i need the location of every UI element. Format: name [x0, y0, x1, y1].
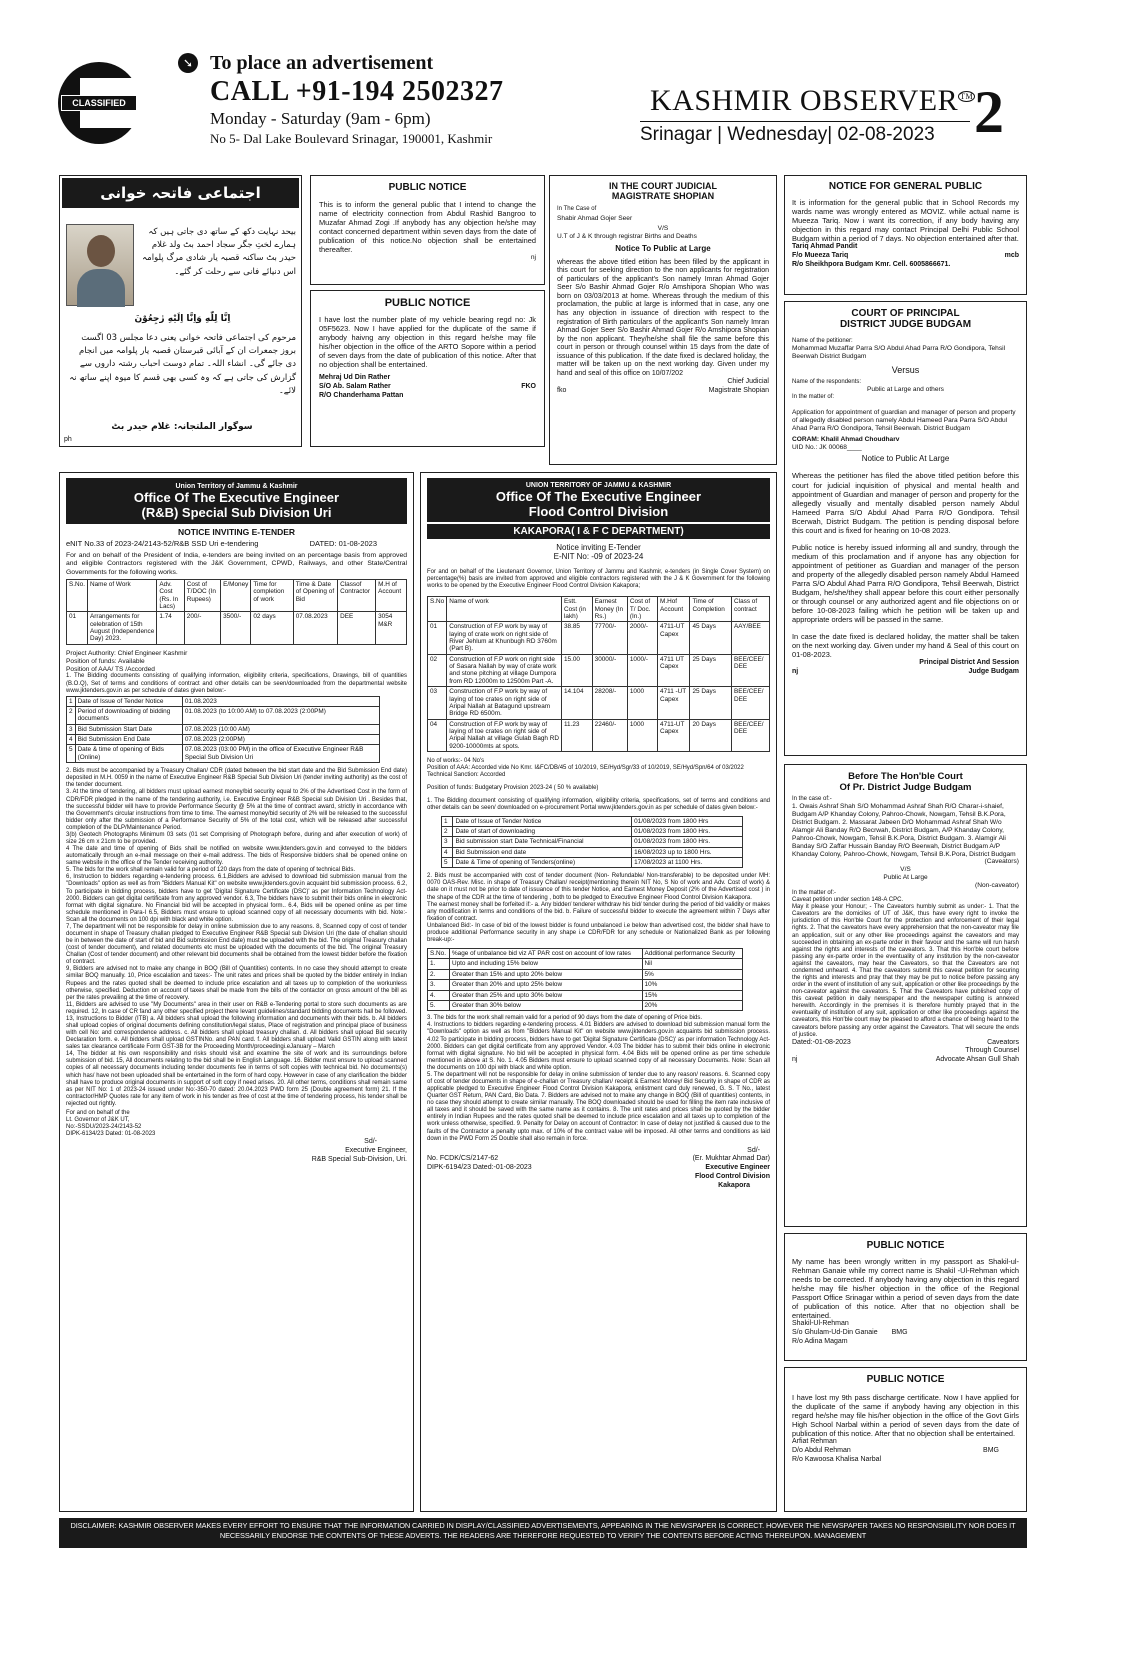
table-cell: 01/08/2023 from 1800 Hrs	[632, 816, 743, 826]
para-1: 1. The Bidding document consisting of qualifying information, eligibility criteria, specifications, set of terms and conditions and other details can be seen/ downloaded on e-procurement Portal www.jktenders.gov.in as per schedule of dates given below:-	[427, 798, 770, 812]
place-ad-text: To place an advertisement	[210, 52, 434, 74]
table-row	[428, 1000, 743, 1010]
table-header-cell: Class of contract	[732, 597, 770, 622]
table-row	[67, 735, 380, 745]
table-cell: 01.08.2023	[182, 696, 379, 706]
para-3: 3. At the time of tendering, all bidders must upload earnest money/bid security equal to 2% of the Advertised Cost in the form of CDR/FDR pledged in the name of the tendering authority, i.e. Executive Engineer R&B Special sub Division Uri . Besides that, the successful bidder will have to provide Performance Security @ 5% at the time of contract award, strictly in accordance with the Government's circular instructions from time to time. The earnest money/bid security of 2% will be released to the successful bidder only after the submission of a Performance Security of 5% of the total cost, which will be released after successful completion of the DLP/Maintenance Period.	[66, 789, 407, 831]
funds-position: Position of funds: Budgetary Provision 2023-24 ( 50 % available)	[427, 785, 599, 792]
table-cell: 1	[442, 816, 453, 826]
table-cell: Bid submission start Date Technical/Financial	[453, 837, 632, 847]
table-cell: 04	[428, 719, 447, 751]
versus: V/S	[657, 224, 669, 232]
unbalanced-text: Unbalanced Bid:- In case of bid of the lowest bidder is found unbalanced i.e below than advertised cost, the bidder shall have to produce additional Performance security in any shape i.e CDR/FDR for any schedule or Nationalized Bank as per following break-up:-	[427, 922, 770, 944]
table-header-cell: Cost of T/ Doc. (In.)	[627, 597, 657, 622]
caveators-label: (Caveators)	[984, 858, 1019, 866]
ad-tag: ph	[64, 436, 72, 443]
para-5: 5. The department will not be responsible for delay in online submission of tender due to any reason/ reasons. 6. Scanned copy of cost of tender documents in shape of e-challan or Treasury challan/ receipt & Earnest Money/ Bid Security in shape of CDR as applicable pledged to Executive Engineer Flood Control Division Kakapora, enlistment card duly renewed, G. S. T No., latest Quarter GST Return, PAN Card, Bio Data. 7. Bidders are advised not to make any change in BOQ (Bill of quantities) contents, in no case they should attempt to create similar manually. The BOQ downloaded should be used for filling the item rate inclusive of all taxes and it should be saved with the same name as it contains. 8. The unit rates and prices shall be quoted by the bidder entirely in Indian Rupees and the rates quoted shall be deemed to include price escalation and all taxes up to completion of the work unless otherwise, specified. 9. Penalty for Delay on account of Contractor: In case of delay not justified & caused due to the faults of the Contractor a penalty upto max. of 10% of the contract value will be imposed. All other terms and conditions as laid down in the PWD Form 25 Double shall also remain in force.	[427, 1071, 770, 1142]
table-cell: 11.23	[561, 719, 592, 751]
office-title: Office Of The Executive Engineer	[495, 489, 702, 504]
para-3: 3. The bids for the work shall remain valid for a period of 90 days from the date of opening of Price bids.	[427, 1015, 703, 1022]
table-cell: Date of Issue of Tender Notice	[75, 696, 182, 706]
table-header-cell: S.No	[428, 597, 447, 622]
table-cell: 16/08/2023 up to 1800 Hrs.	[632, 847, 743, 857]
table-cell: Nil	[642, 959, 742, 969]
public-notice-passport	[784, 1233, 1027, 1361]
project-authority: Project Authority: Chief Engineer Kashmir	[66, 649, 188, 657]
notice-title: NOTICE FOR GENERAL PUBLIC	[828, 181, 983, 192]
table-header-cell: %age of unbalance bid viz AT PAR cost on account of low rates	[449, 949, 642, 959]
table-cell: 1000/-	[627, 654, 657, 686]
funds-position: Position of funds: Available	[66, 657, 145, 665]
respondent: Public at Large and others	[867, 385, 944, 393]
respondent-label: Name of the respondents:	[792, 378, 862, 385]
table-cell: Bid Submission end date	[453, 847, 632, 857]
nit-heading: NOTICE INVITING E-TENDER	[177, 527, 296, 537]
table-cell: 4	[442, 847, 453, 857]
table-cell: 03	[428, 687, 447, 719]
public-at-large: Public At Large	[883, 874, 928, 882]
table-header-cell: Adv. Cost (Rs. In Lacs)	[157, 579, 184, 611]
table-cell: 45 Days	[690, 622, 732, 654]
notice-body: It is information for the general public that in School Records my wards name was wrongly entered as MOVIZ. while actual name is Mueeza Tariq. Now i want its correction, if any body having any objection in this regard may contact Principal Delhi Public School Budgam within a period of 7 days. No objection entertained after that.	[792, 198, 1019, 244]
table-row	[428, 654, 770, 686]
table-cell: 3054 M&R	[376, 612, 407, 644]
para-14: 14, The bidder at his own responsibility and risks should visit and examine the site of work and its surroundings before submission of bid. 15, All documents relating to the bid shall be in English Language. 16. Bidder must ensure to upload scanned copies of all necessary documents including tender documents fee in terms of soft copies with technical bid. No documents(s) which has/ have not been uploaded shall be entertained in the form of hard copy. However in case of any clarification the bidder shall have to produce original documents in support of soft copy if need arises. 20. All other terms, conditions shall remain same as per NIT No: 1 of 2023-24 issued under No:-350-70 dated: 20.04.2023 PWD form 25 (Double agreement form) 21. If the contractor/HMP Quotes rate for any item of work in his tender as free of cost at the time of tendering process, his tender shall be rejected out rightly.	[66, 1051, 407, 1107]
table-row	[67, 724, 380, 734]
table-row	[442, 857, 743, 867]
table-cell: Date of start of downloading	[453, 826, 632, 836]
signature: Chief Judicial fko Magistrate Shopian	[557, 378, 769, 394]
notice-title: PUBLIC NOTICE	[384, 297, 471, 309]
notice-body-1: Whereas the petitioner has filed the above titled petition before this court for judicial inquisition of physical and mental health and appointment of Guardian and manager of person and property for the allegedly visually and mentally disabled person namely Abdul Hameed Parra S/O Abdul Ahad Parra R/O Gondipora. Tehsil Bcerwah, District Budgam. The petition is pending disposal before this court and is fixed for hearing on 10-08 2023.	[792, 471, 1019, 535]
table-header-cell: Earnest Money (In Rs.)	[592, 597, 627, 622]
versus: V/S	[900, 866, 911, 874]
caveat-title: Before The Hon'ble Court	[848, 771, 963, 782]
table-cell: 2.	[428, 969, 450, 979]
court-title: COURT OF PRINCIPAL	[851, 308, 960, 319]
table-cell: 30000/-	[592, 654, 627, 686]
table-cell: 1.	[428, 959, 450, 969]
table-cell: 4711 -UT Capex	[658, 687, 690, 719]
court-subtitle: DISTRICT JUDGE BUDGAM	[839, 319, 972, 330]
notice-general-public	[784, 175, 1027, 295]
table-cell: 3.	[428, 980, 450, 990]
table-cell: Period of downloading of bidding documents	[75, 707, 182, 725]
table-cell: 20 Days	[690, 719, 732, 751]
table-row	[442, 816, 743, 826]
office-hours: Monday - Saturday (9am - 6pm)	[210, 109, 431, 128]
disclaimer-bar: DISCLAIMER: KASHMIR OBSERVER MAKES EVERY EFFORT TO ENSURE THAT THE INFORMATION CARRIED IN DISPLAY/CLASSIFIED ADVERTISEMENTS, APPEARING IN THE NEWSPAPER IS CORRECT. HOWEVER THE NEWSPAPER TAKES NO RESPONSIBILITY NOR DOES IT NECESSARILY ENDORSE THE CONTENTS OF THESE ADVERTS. THE READERS ARE THEREFORE REQUESTED TO VERIFY THE CONTENTS BEFORE ACTING THEREUPON. MANAGEMENT	[59, 1518, 1027, 1548]
signature: Arfiat Rehman D/o Abdul Rehman BMG R/o Kawoosa Khalisa Narbal	[792, 1438, 999, 1463]
table-cell: BEE/CEE/ DEE	[732, 719, 770, 751]
table-header-cell: S.No.	[428, 949, 450, 959]
tender-banner	[66, 478, 407, 524]
uid-number: UID No.: JK 00068____	[792, 443, 862, 451]
notice-body: This is to inform the general public that I intend to change the name of electricity connection from Abdul Rashid Bangroo to Muzafar Ahmad Zogi .If anybody has any objection he/she may contact concerned department within seven days from the date of publication of this notice.No objection shall be entertained thereafter.	[319, 200, 536, 255]
signature: Sd/- Executive Engineer, R&B Special Sub-Division, Uri.	[311, 1138, 407, 1163]
para-9: 9, Bidders are advised not to make any change in BOQ (Bill of Quantities) contents. In no case they should attempt to create similar BOQ manually. 10, Price escalation and taxes:- The unit rates and prices shall be quoted by the bidder entirely in Indian Rupees and the rates quoted shall be deemed to include price escalation and all taxes up to completion of the workunless otherwise, specified. Deduction on account of taxes shall be made from the bills of the contactor on gross amount of the bill as per the rates prevailing at the time of recovery.	[66, 966, 407, 1001]
public-notice-electricity	[310, 175, 545, 285]
aaa-position: Position of AAA/ TS /Accorded	[66, 665, 155, 673]
table-cell: 15.00	[561, 654, 592, 686]
court-subtitle: MAGISTRATE SHOPIAN	[611, 191, 715, 201]
nit-heading: Notice inviting E-Tender	[556, 543, 641, 552]
table-row	[428, 719, 770, 751]
signature: Dated:-01-08-2023 Caveators Through Counsel nj Advocate Ahsan Gull Shah	[792, 1038, 1019, 1064]
petitioner-label: Name of the petitioner:	[792, 338, 853, 344]
page-number: 2	[974, 79, 1004, 145]
table-cell: 38.85	[561, 622, 592, 654]
table-cell: 17/08/2023 at 1100 Hrs.	[632, 857, 743, 867]
table-cell: Date & time of opening of Bids (Online)	[75, 745, 182, 763]
works-table	[427, 596, 770, 752]
tender-notice-uri	[59, 472, 414, 1512]
tm-mark: TM	[960, 92, 974, 101]
notice-body: My name has been wrongly written in my passport as Shakil-ul-Rehman Ganaie while my correct name is Shakil -Ul-Rehman which needs to be corrected. If anybody having any objection in this regard he/she may file his/her objection in the office of the Regional Passport Office Srinagar within a period of seven days from the date of publication of this notice. After that no objection shall be entertained.	[792, 1257, 1019, 1321]
signature: Mehraj Ud Din Rather S/O Ab. Salam Rather FKO R/O Chanderhama Pattan	[319, 374, 536, 399]
table-header-cell: E/Money	[221, 579, 251, 611]
table-header-cell: Classof Contractor	[338, 579, 376, 611]
para-5: 5. The bids for the work shall remain valid for a period of 120 days from the date of opening of technical Bids.	[66, 867, 356, 874]
table-cell: 1000	[627, 719, 657, 751]
table-cell: Upto and including 15% below	[449, 959, 642, 969]
table-row	[428, 969, 743, 979]
table-cell: 02	[428, 654, 447, 686]
table-cell: 4	[67, 735, 76, 745]
table-cell: 25 Days	[690, 654, 732, 686]
enit-line: eNIT No.33 of 2023-24/2143-52/R&B SSD Uri e-tendering DATED: 01-08-2023	[66, 539, 377, 548]
notice-title: PUBLIC NOTICE	[388, 182, 467, 193]
table-header-cell: Cost of T/DOC (In Rupees)	[184, 579, 220, 611]
table-header-cell: M.Hof Account	[658, 597, 690, 622]
table-header-cell: Time & Date of Opening of Bid	[293, 579, 337, 611]
table-row	[428, 980, 743, 990]
para-4: 4. Instructions to bidders regarding e-tendering process. 4.01 Bidders are advised to download bid submission manual form the "Downloads" option as well as from "Bidders Manual Kit" on website www.jktenders.gov.in acquaints bid submission process. 4.02 To participate in bidding process, bidders have to get 'Digital Signature Certificate (DSC)' as per information Technology Act- 2000. Bidders can get digital certificate from any approved Vendor. 4.03 The bidder has to submit their bids online in electronic format with digital signature. No bid will be accepted in physical form. 4.04 Bids will be opened online as per time schedule mentioned in above at S. No. 1. 4.05 Bidders must ensure to upload scanned copy of all necessary Documents. Note: Scan all the documents on 100 dpi with black and white option.	[427, 1022, 770, 1071]
tender-notice-flood	[420, 472, 777, 1512]
respondent: U.T of J & K through registrar Births and Deaths	[557, 232, 697, 240]
court-notice-shopian	[549, 175, 777, 465]
table-header-cell: Time of Completion	[690, 597, 732, 622]
table-cell: 3500/-	[221, 612, 251, 644]
table-cell: 01.08.2023 (to 10:00 AM) to 07.08.2023 (2:00PM)	[182, 707, 379, 725]
table-cell: 2	[442, 826, 453, 836]
nit-number: E-NIT No: -09 of 2023-24	[553, 552, 644, 561]
para-4: 4 The date and time of opening of Bids shall be notified on website www.jktenders.gov.in and conveyed to the bidders automatically through an e-mail message on their e-mail address. The bids of Responsive bidders shall be opened online on same website in the office of the Tender receiving authority.	[66, 846, 407, 867]
call-number: CALL +91-194 2502327	[210, 76, 504, 107]
table-cell: 2	[67, 707, 76, 725]
table-cell: 4.	[428, 990, 450, 1000]
table-cell: 2000/-	[627, 622, 657, 654]
table-cell: AAY/BEE	[732, 622, 770, 654]
technical-sanction: Technical Sanction: Accorded	[427, 772, 506, 779]
signature: Shakil-Ul-Rehman S/o Ghulam-Ud-Din Ganaie BMG R/o Adina Magam	[792, 1320, 908, 1345]
table-row	[428, 622, 770, 654]
notice-body: I have lost the number plate of my vehicle bearing regd no: Jk 05F5623. Now I have applied for the duplicate of the same if anybody haivng any objection in this regard he/she may file his/her objection in the office of the ARTO Sopore within a period of seven days from the date of publication of this notice. After that no objection shall be entertained.	[319, 315, 536, 370]
table-cell: 1.74	[157, 612, 184, 644]
matter-label: In the matter of:-	[792, 890, 837, 897]
phone-icon: ➘	[178, 53, 198, 73]
department-label: KAKAPORA( I & F C DEPARTMENT)	[427, 524, 770, 539]
table-cell: 01/08/2023 from 1800 Hrs.	[632, 837, 743, 847]
table-cell: 5	[442, 857, 453, 867]
office-subtitle: (R&B) Special Sub Division Uri	[141, 505, 332, 520]
ad-tag: nj	[530, 254, 536, 262]
table-row	[67, 612, 407, 644]
table-cell: 4711-UT Capex	[658, 719, 690, 751]
table-cell: 07.08.2023 (03:00 PM) in the office of Executive Engineer R&B Special Sub Division Uri	[182, 745, 379, 763]
para-7: 7, The department will not be responsible for delay in online submission due to any reasons. 8, Scanned copy of cost of tender document in shape of Treasury challan pledged to Executive Engineer R&B Special sub Division Uri (the date of challan should be in between the date of start of bid and Bid submission End date) must be uploaded with the bid. The original Treasury challan (cost of tender document), and related documents etc must be uploaded with the documents of the bid. The original Treasury Challan (Cost of tender document) and other relevant bid documents shall be obtained from the lowest bidder before the fixation of contract.	[66, 923, 407, 966]
table-cell: 07.08.2023 (10:00 AM)	[182, 724, 379, 734]
urdu-title: اجتماعی فاتحہ خوانی	[62, 178, 299, 208]
signature: Principal District And Session nj Judge Budgam	[792, 659, 1019, 675]
versus: Versus	[891, 364, 920, 375]
petitioner: Mohammad Muzaffar Parra S/O Abdul Ahad Parra R/O Gondipora, Tehsil Beerwah District Budgam	[792, 345, 1006, 360]
works-count: No of works:- 04 No's	[427, 758, 485, 765]
table-cell: 4711-UT Capex	[658, 622, 690, 654]
table-row	[67, 745, 380, 763]
matter-text: Caveat petition under section 148-A CPC.	[792, 897, 904, 904]
table-cell: Greater than 20% and upto 25% below	[449, 980, 642, 990]
table-cell: Greater than 30% below	[449, 1000, 642, 1010]
behalf-block: For and on behalf of the Lt. Governor of J&K UT, No:-SSDU/2023-24/2143-52 DIPK-6134/23 Dated: 01-08-2023	[66, 1109, 156, 1138]
table-row	[442, 837, 743, 847]
table-cell: BEE/CEE/ DEE	[732, 687, 770, 719]
case-label: In The Case of	[557, 206, 597, 212]
table-cell: 5%	[642, 969, 742, 979]
classified-logo	[58, 62, 140, 144]
aaa-position: Position of AAA: Accorded vide No Kmr. I&FC/DB/45 of 10/2019, SE/Hyd/Sgr/33 of 10/2019, SE/Hyd/Spn/64 of 03/2022	[427, 765, 744, 772]
logo-label: CLASSIFIED	[61, 95, 137, 111]
office-subtitle: Flood Control Division	[528, 504, 669, 519]
caveat-notice	[784, 764, 1027, 1227]
non-caveator-label: (Non-caveator)	[975, 882, 1019, 890]
table-row	[428, 687, 770, 719]
table-cell: 1	[67, 696, 76, 706]
para-6: 6, Instruction to bidders regarding e-tendering process. 6.1,Bidders are advised to download bid submission manual from the "Downloads" option as well as from "Bidders Manual Kit" on website www.jktenders.gov.in acquaint bid submission process. 6.2, To participate in bidding process, bidders have to get 'Digital Signature Certificate (DSC)' as per Information Technology Act-2000. Bidders can get digital certificate from any approved vendor. 6.3, The bidders have to submit their bids online in electronic format with digital signature. No Financial bid will be accepted in physical form.. 6.4, Bids will be opened online as per time schedule mentioned in Para-I 6.5, Bidders must ensure to upload scanned copy of all necessary documents with bid. Note:- Scan all the documents on 100 dpi with black and white option.	[66, 874, 407, 923]
table-cell: Construction of F.P work by way of laying of crate work on right side of River Jehlum at Khunbugh RD 3760m (Part B).	[447, 622, 562, 654]
notice-body: I have lost my 9th pass discharge certificate. Now I have applied for the duplicate of the same if anybody having any objection in this regard he/she may file his/her objection in the office of the Govt Girls High School Narbal within a period of seven days from the date of publication of this notice. After that no objection shall be entertained.	[792, 1393, 1019, 1439]
para-2: 2. Bids must be accompanied with cost of tender document (Non- Refundable/ Non-transferable) to be deposited under MH: 0070 OAS-Rev. Misc. in shape of Treasury Challan/ receipt(mentioning therein NIT No, S No of work and Adv. Cost of work) & date on it must not be prior to date of issuance of this tender Notice, and Earnest Money Deposit (2% of the Advertised cost ) in the shape of the CDR at the time of tendering , both to be pledged to Executive Engineer Flood Control Division Kakapora.	[427, 873, 770, 901]
table-row	[428, 959, 743, 969]
intro-text: For and on behalf of the President of India, e-tenders are being invited on an percentage basis from approved and eligible Contractors registered with the J&K Government, CPWD, Railways, and other State/Central Governments for the following works.	[66, 552, 407, 576]
table-cell: Construction of F.P work on right side of Sasara Nallah by way of crate work and stone pitching at village Dumpora from RD 12000m to 12500m Part -A.	[447, 654, 562, 686]
schedule-table	[441, 816, 743, 869]
office-title: Office Of The Executive Engineer	[133, 490, 340, 505]
caveat-body: May it please your Honour; - The Caveators humbly submit as under:- 1. That the Caveators are the domiciles of UT of J&K, thus have every right to invoke the jurisdiction of this Hon'ble Court for the protection and enforcement of their legal rights. 2. That the caveators have every apprehension that the non-caveator may file an application, suit or any other like proceedings against the caveators and may succeeded in obtaining an ex-parte order in their favour and the same will run harsh against the rights and interests of the caveators. 3. That this Hon'ble court before passing any ex-parte order in the eventuality of any institution by the non-caveator against the caveators, may hear the Caveators, so that the Caveators are not condemned unheard. 4. That the caveators submit this caveat petition for securing the rights and interests and pray that they may be put to notice before passing any order in the event of institution of any suit, application or other like proceedings by the non-caveator against the caveators. 5. That the Caveators have published copy of this caveat petition in daily newspaper and the newspaper cutting is annexed herewith. Accordingly in the premises it is therefore humbly prayed that in the eventuality of institution of any suit, application or other like proceedings against the caveators, this Hon'ble court may be pleased to afford a chance of being heard to the caveators before passing any order against the Caveators. That will secure the ends of justice.	[792, 904, 1019, 1038]
masthead: KASHMIR OBSERVER ™	[650, 84, 974, 117]
urdu-signature: سوگوار الملتجانہ: غلام حیدر بٹ	[111, 422, 253, 432]
petitioner-name: Shabir Ahmad Gojer Seer	[557, 215, 633, 223]
table-cell: 5	[67, 745, 76, 763]
portrait-photo	[66, 224, 134, 306]
table-cell: Bid Submission Start Date	[75, 724, 182, 734]
table-cell: 01	[67, 612, 88, 644]
table-cell: DEE	[338, 612, 376, 644]
table-cell: 28208/-	[592, 687, 627, 719]
unbalanced-table	[427, 948, 743, 1011]
table-cell: Date & Time of opening of Tenders(online)	[453, 857, 632, 867]
urdu-body-2: مرحوم کی اجتماعی فاتحہ خوانی یعنی دعا مجلس 03 اگست بروز جمعرات ان کے آبائی قبرستان قصبہ یار پلوامہ میں انجام دی جائے گی۔ انشاء اللہ۔ تمام دوست احباب رشتہ داروں سے گزارش کی جاتی ہے کہ وہ کسی بھی قسم کا میوہ اپنے ساتھ نہ لائے۔	[69, 333, 296, 396]
table-cell: 3	[67, 724, 76, 734]
table-cell: 77700/-	[592, 622, 627, 654]
table-cell: 02 days	[251, 612, 293, 644]
coram: CORAM: Khalil Ahmad Choudharv	[792, 435, 900, 443]
table-header-cell: Name of Work	[87, 579, 156, 611]
table-cell: Bid Submission End Date	[75, 735, 182, 745]
table-cell: BEE/CEE/ DEE	[732, 654, 770, 686]
court-notice-budgam	[784, 301, 1027, 756]
intro-text: For and on behalf of the Lieutenant Governor, Union Territory of Jammu and Kashmir, e-tenders (in Single Cover System) on percentage(%) basis are invited from approved and eligible contractors registered with the J & K Government for the following works to be opened by the Executive Engineer Flood Control Division Kakapora;	[427, 569, 770, 590]
public-notice-number-plate	[310, 290, 545, 447]
table-cell: 10%	[642, 980, 742, 990]
table-cell: Construction of F.P work by way of laying of toe crates on right side of Aripal Nallah at Batagund upstream Bridge RD 6500m.	[447, 687, 562, 719]
para-3b: 3(b) Geotech Photographs Minimum 03 sets (01 set Comprising of Photograph before, during and after execution of work) of size 26 cm x 21cm to be provided.	[66, 831, 407, 845]
tender-banner	[427, 478, 770, 522]
table-header-cell: Time for completion of work	[251, 579, 293, 611]
table-header-cell: Estt. Cost (in lakh)	[561, 597, 592, 622]
table-cell: 15%	[642, 990, 742, 1000]
table-cell: 5.	[428, 1000, 450, 1010]
caveat-subtitle: Of Pr. District Judge Budgam	[839, 782, 972, 793]
table-cell: 4711 UT Capex	[658, 654, 690, 686]
forfeit-text: The earnest money shall be forfeited if:- a. Any bidder/ tenderer withdraw his bid/ tender during the period of bid validity or makes any modification in terms and conditions of the bid. b. Failure of successful bidder to execute the agreement within 7 Days after fixation of contract.	[427, 901, 770, 922]
notice-body: whereas the above titled etition has been filled by the applicant in this court for seeking direction to the non applicants for registration of particulars of the applicant's Son namely Imran Ahmad Gojer Seer S/o Bashir Ahmad Gojer R/o Amshipora Shopian Who was born on 03/03/2013 at home. Whereas through the medium of this proclamation, the public at large is informed that in case, any one has any objection in issuance of direction with respect to the registration of Birth particulars of the applicant's Son namely Imran Ahmad Gojer Seer S/o Bashir Ahmad Gojer R/o Amshipora Shopian by the non applicant. They/he/she shall file the same before this court in person or through counsel within 15 days from the date of issuance of this publication. If the date fixed is declared holiday, the matter will be taken up on the next working day. Given under my hand and seal of this office on 10/07/202	[557, 258, 769, 377]
notice-title: PUBLIC NOTICE	[866, 1374, 945, 1385]
urdu-verse: اِنَّا لِلّٰهِ وَاِنَّا اِلَيْهِ رٰجِعُوْنَ	[134, 314, 231, 324]
table-cell: 20%	[642, 1000, 742, 1010]
ut-label: Union Territory of Jammu & Kashmir	[175, 483, 298, 490]
table-cell: Date of Issue of Tender Notice	[453, 816, 632, 826]
notice-body-2: Public notice is hereby issued informing all and sundry, through the medium of this proclamation and if anyone has any objection for appointment of petitioner as Guardian and manager of the person and property of the allegedly disabled person namely Abdul Hameed Parra S/O Abdul Ahad Parra R/O Gondipora, Tehsil Beerwah, District Budgam, he/she/they shall appear before this court either personally or through counsel or any authorized agent and file objections on or before 10-08-2023 failing which he petition will be taken up and appropriate orders will be passed in the same.	[792, 542, 1019, 624]
table-cell: 22460/-	[592, 719, 627, 751]
table-header-cell: Name of work	[447, 597, 562, 622]
court-title: IN THE COURT JUDICIAL	[609, 181, 717, 191]
table-cell: 01/08/2023 from 1800 Hrs.	[632, 826, 743, 836]
table-cell: 25 Days	[690, 687, 732, 719]
notice-title: PUBLIC NOTICE	[866, 1240, 945, 1251]
ut-label: UNION TERRITORY OF JAMMU & KASHMIR	[525, 482, 672, 489]
para-1: 1. The Bidding documents consisting of qualifying information, eligibility criteria, specifications, Drawings, bill of quantities (B.O.Q), Set of terms and conditions of contract and other details can be seen/downloaded from the departmental website www.jktenders.gov.in as per schedule of dates given below:-	[66, 673, 407, 694]
table-cell: 07.08.2023	[293, 612, 337, 644]
table-cell: 14.104	[561, 687, 592, 719]
schedule-table	[66, 696, 380, 764]
works-table	[66, 579, 407, 645]
table-row	[428, 990, 743, 1000]
table-cell: 01	[428, 622, 447, 654]
table-header-cell: S.No.	[67, 579, 88, 611]
application-text: Application for appointment of guardian and manager of person and property of allegedly disabled person namely Abdul Hameed Para Parra S/O Abdul Ahad Parra R/O Gondipora, Tehsil Beerwah. District Budgam	[792, 408, 1016, 432]
matter-label: In the matter of:	[792, 393, 835, 400]
office-address: No 5- Dal Lake Boulevard Srinagar, 190001, Kashmir	[210, 131, 493, 146]
caveator-names: 1. Owais Ashraf Shah S/O Mohammad Ashraf Shah R/O Charar-i-shaief, Budgam A/P Khanday Colony, Pahroo-Chowk, Nowgam, Tehsil B.K.Pora, District Budgam. 2. Massarat Jabeen D/O Mohammad Ashraf Shah W/o Alamgir Ali Banday R/O Becrwah, District Budgam, A/P Khanday Colony, Pahroo-Chowk, Nowgam, Tehsil B.K.Pora, District Budgam. 3. Alamgir Ali Banday S/O Zaffar Hussain Banday R/O Beerwah, District Budgam A/P Khanday Colony, Pahroo-Chowk, Nowgam, Tehsil B.K.Pora, District Budgam	[792, 803, 1016, 858]
notice-heading: Notice To Public at Large	[615, 243, 711, 253]
table-row	[67, 707, 380, 725]
table-row	[442, 847, 743, 857]
table-header-cell: M.H of Account	[376, 579, 407, 611]
signature: Tariq Ahmad Pandit F/o Mueeza Tariq mcb R/o Sheikhpora Budgam Kmr. Cell. 6005866671.	[792, 243, 1019, 268]
table-cell: 200/-	[184, 612, 220, 644]
table-cell: 07.08.2023 (2:00PM)	[182, 735, 379, 745]
table-cell: Arrangements for celebration of 15th August (Independence Day) 2023.	[87, 612, 156, 644]
public-notice-certificate	[784, 1367, 1027, 1512]
notice-body-3: In case the date fixed is declared holiday, the matter shall be taken on the next working day. Given under my hand & Seal of this court on 01-08-2023.	[792, 631, 1019, 660]
notice-heading: Notice to Public At Large	[861, 454, 950, 464]
table-cell: Greater than 15% and upto 20% below	[449, 969, 642, 979]
table-cell: Construction of F.P work by way of laying of toe crates on right side of Aripal Nallah at village Gulab Bagh RD 9200-10000mts at spots.	[447, 719, 562, 751]
dateline: Srinagar | Wednesday| 02-08-2023	[640, 124, 935, 145]
table-cell: 1000	[627, 687, 657, 719]
para-2: 2. Bids must be accompanied by a Treasury Challan/ CDR (dated between the bid start date and the Bid Submission End date) deposited in M.H. 0059 in the name of Executive Engineer R&B Special Sub Division Uri (tender inviting authority) as the cost of the tender document.	[66, 768, 407, 789]
table-row	[442, 826, 743, 836]
table-row	[67, 696, 380, 706]
table-cell: 3	[442, 837, 453, 847]
table-header-cell: Additional performance Security	[642, 949, 742, 959]
table-cell: Greater than 25% and upto 30% below	[449, 990, 642, 1000]
para-11: 11, Bidders are advised to use "My Documents" area in their user on R&B e-Tendering portal to store such documents as are required. 12, In case of CR fand any other specified project there levant guidelines/standard bidding documents hall be followed. 13, Instructions to Bidder (ITB) a. All bidders shall upload the following information and documents with their bids. b. All bidders shall upload copies of original documents defining constitution/legal status, Place of registration and principal place of business with cell No: and correspondence address. c. All bidders shall upload treasury challan. d. All bidders shall upload Bid security Declaration form. e. All bidders shall upload GSTINNo. and PAN card. f. All bidders shall upload Valid GSTIN along with latest sales tax clearance certificate Form GST-3B for the Proceeding Month/proceedingi.eJanuary – March	[66, 1001, 407, 1051]
urdu-fateha-ad	[59, 175, 302, 447]
masthead-rule	[640, 121, 970, 122]
signature: Sd/- No. FCDK/CS/2147-62 (Er. Mukhtar Ahmad Dar) DIPK-6194/23 Dated:-01-08-2023 Executive Engineer Flood Control Division Kakapora	[427, 1146, 770, 1189]
urdu-body: بیحد نہایت دکھ کے ساتھ دی جاتی ہیں کہ ہمارے لختِ جگر سجاد احمد بٹ ولد غلام حیدر بٹ ساکنہ قصبہ یار شادی مرگ پلوامہ اس دنیائے فانی سے رحلت کر گئے۔	[142, 227, 296, 277]
case-label: In the case of:-	[792, 796, 832, 802]
